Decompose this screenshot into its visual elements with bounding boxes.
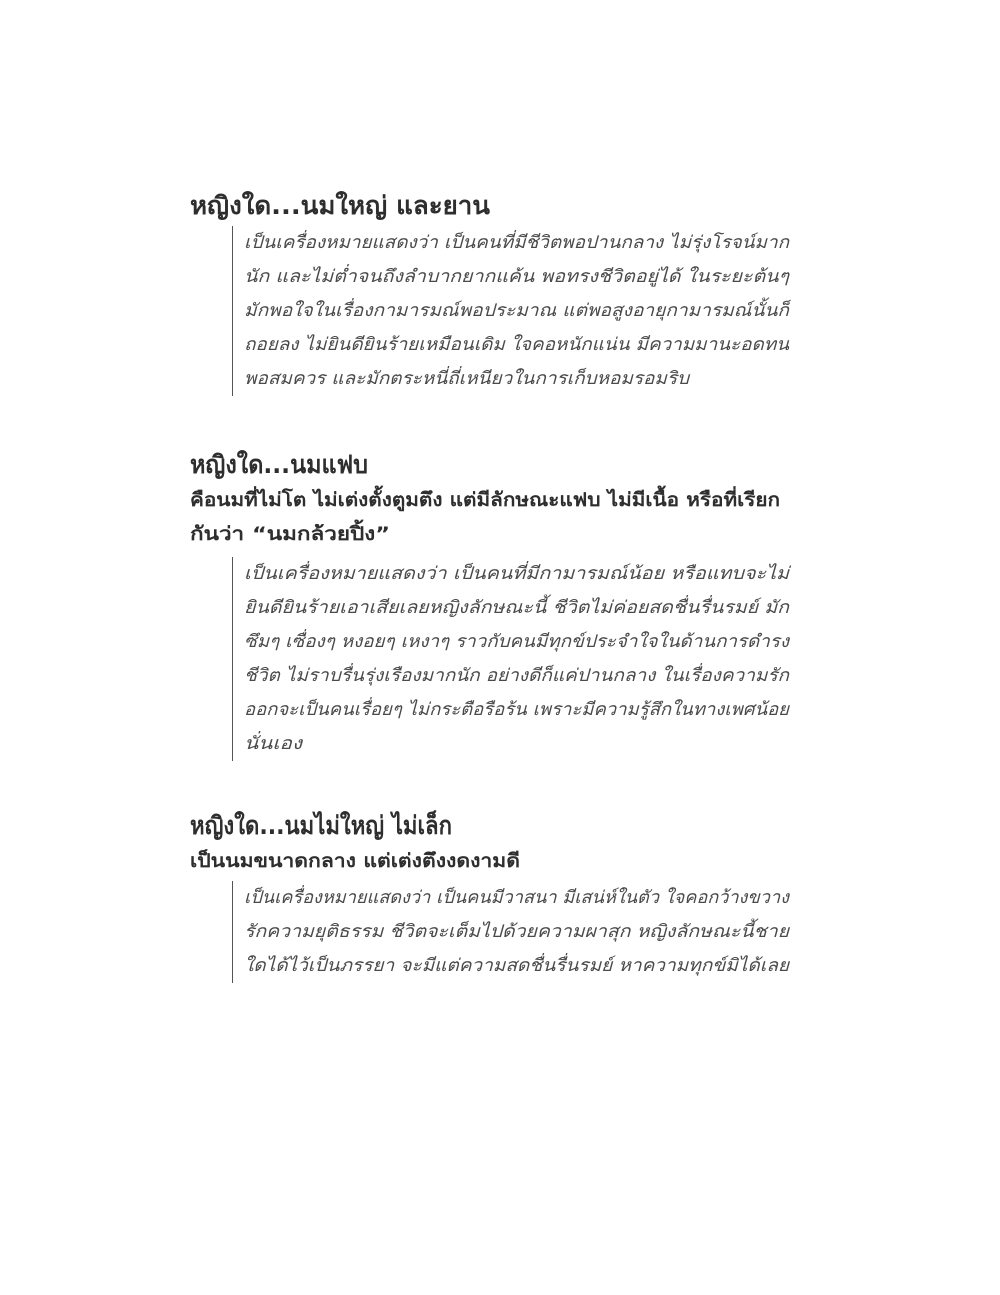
section-3-line-1: เป็นเครื่องหมายแสดงว่า เป็นคนมีวาสนา มีเสน่ห์ในตัว ใจคอกว้างขวาง xyxy=(244,888,789,908)
section-2-description-line-1: คือนมที่ไม่โต ไม่เต่งตั้งตูมตึง แต่มีลักษณะแฟบ ไม่มีเนื้อ หรือที่เรียก xyxy=(190,489,780,511)
section-1-heading: หญิงใด...นมใหญ่ และยาน xyxy=(190,191,491,220)
section-3-description-line-1: เป็นนมขนาดกลาง แต่เต่งตึงงดงามดี xyxy=(190,850,520,872)
section-3-line-3: ใดได้ไว้เป็นภรรยา จะมีแต่ความสดชื่นรื่นรมย์ หาความทุกข์มิได้เลย xyxy=(244,956,789,976)
section-2-line-6: นั่นเอง xyxy=(244,734,302,754)
section-2-line-5: ออกจะเป็นคนเรื่อยๆ ไม่กระตือรือร้น เพราะมีความรู้สึกในทางเพศน้อย xyxy=(244,700,789,720)
section-1-body xyxy=(232,226,804,396)
section-2-line-2: ยินดียินร้ายเอาเสียเลยหญิงลักษณะนี้ ชีวิตไม่ค่อยสดชื่นรื่นรมย์ มัก xyxy=(244,598,789,618)
section-1-line-1: เป็นเครื่องหมายแสดงว่า เป็นคนที่มีชีวิตพอปานกลาง ไม่รุ่งโรจน์มาก xyxy=(244,233,789,253)
section-2-line-1: เป็นเครื่องหมายแสดงว่า เป็นคนที่มีกามารมณ์น้อย หรือแทบจะไม่ xyxy=(244,564,789,584)
section-3-heading: หญิงใด...นมไม่ใหญ่ ไม่เล็ก xyxy=(190,811,452,840)
section-1-line-3: มักพอใจในเรื่องกามารมณ์พอประมาณ แต่พอสูงอายุกามารมณ์นั้นก็ xyxy=(244,301,789,321)
section-2-heading: หญิงใด...นมแฟบ xyxy=(190,450,368,479)
section-2-description-line-2: กันว่า “นมกล้วยปิ้ง” xyxy=(190,523,390,545)
section-1-line-2: นัก และไม่ต่ำจนถึงลำบากยากแค้น พอทรงชีวิตอยู่ได้ ในระยะต้นๆ xyxy=(244,267,789,287)
section-1-line-4: ถอยลง ไม่ยินดียินร้ายเหมือนเดิม ใจคอหนักแน่น มีความมานะอดทน xyxy=(244,335,789,355)
section-3-line-2: รักความยุติธรรม ชีวิตจะเต็มไปด้วยความผาสุก หญิงลักษณะนี้ชาย xyxy=(244,922,789,942)
section-2-line-4: ชีวิต ไม่ราบรื่นรุ่งเรืองมากนัก อย่างดีก็แค่ปานกลาง ในเรื่องความรัก xyxy=(244,666,789,686)
section-1-line-5: พอสมควร และมักตระหนี่ถี่เหนียวในการเก็บหอมรอมริบ xyxy=(244,369,689,389)
section-2-body xyxy=(232,557,804,761)
section-3-body xyxy=(232,881,804,983)
section-2-line-3: ซึมๆ เซื่องๆ หงอยๆ เหงาๆ ราวกับคนมีทุกข์ประจำใจในด้านการดำรง xyxy=(244,632,789,652)
